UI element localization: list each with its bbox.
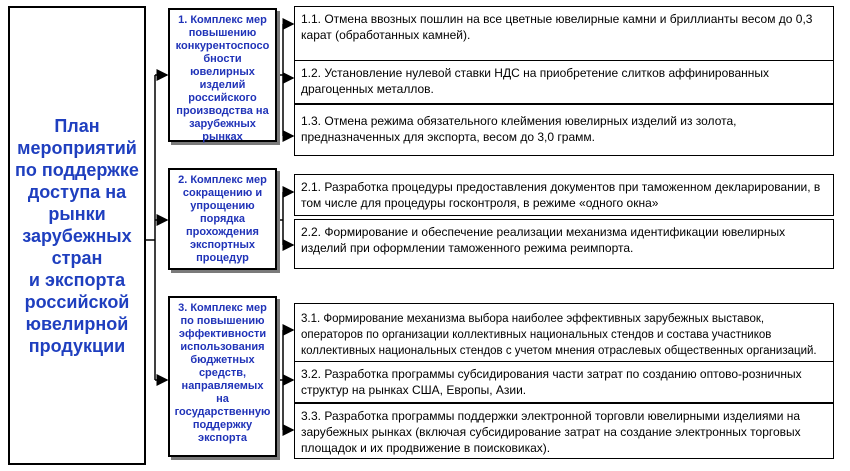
plan-root-box: [8, 6, 146, 465]
item-1-2: 1.2. Установление нулевой ставки НДС на приобретение слитков аффинированных драгоценных металлов.: [294, 60, 834, 104]
plan-root-label: План мероприятий по поддержке доступа на рынки зарубежных стран и экспорта российской ювелирной продукции: [15, 115, 139, 356]
item-3-3: 3.3. Разработка программы поддержки электронной торговли ювелирными изделиями на зарубежных рынках (включая субсидирование затрат на создание электронных торговых площадок и их продвижение в поисковиках).: [294, 403, 834, 459]
item-3-2: 3.2. Разработка программы субсидирования части затрат по созданию оптово-розничных структур на рынках США, Европы, Азии.: [294, 361, 834, 403]
item-1-3: 1.3. Отмена режима обязательного клеймения ювелирных изделий из золота, предназначенных для экспорта, весом до 3,0 грамм.: [294, 104, 834, 156]
item-3-1: 3.1. Формирование механизма выбора наиболее эффективных зарубежных выставок, операторов по организации коллективных национальных стендов и состава участников коллективных национальных стендов с учетом мнения отраслевых общественных организаций.: [294, 303, 834, 363]
group-2-box: 2. Комплекс мер сокращению и упрощению порядка прохождения экспортных процедур: [168, 168, 277, 270]
group-3-box: 3. Комплекс мер по повышению эффективности использования бюджетных средств, направляемых на государственную поддержку экспорта: [168, 296, 277, 457]
item-1-1: 1.1. Отмена ввозных пошлин на все цветные ювелирные камни и бриллианты весом до 0,3 карат (обработанных камней).: [294, 6, 834, 62]
item-2-1: 2.1. Разработка процедуры предоставления документов при таможенном декларировании, в том числе для процедуры госконтроля, в режиме «одного окна»: [294, 174, 834, 216]
item-2-2: 2.2. Формирование и обеспечение реализации механизма идентификации ювелирных изделий при оформлении таможенного режима реимпорта.: [294, 219, 834, 269]
group-1-box: 1. Комплекс мер повышению конкурентоспосо бности ювелирных изделий российского производства на зарубежных рынках: [168, 8, 277, 142]
